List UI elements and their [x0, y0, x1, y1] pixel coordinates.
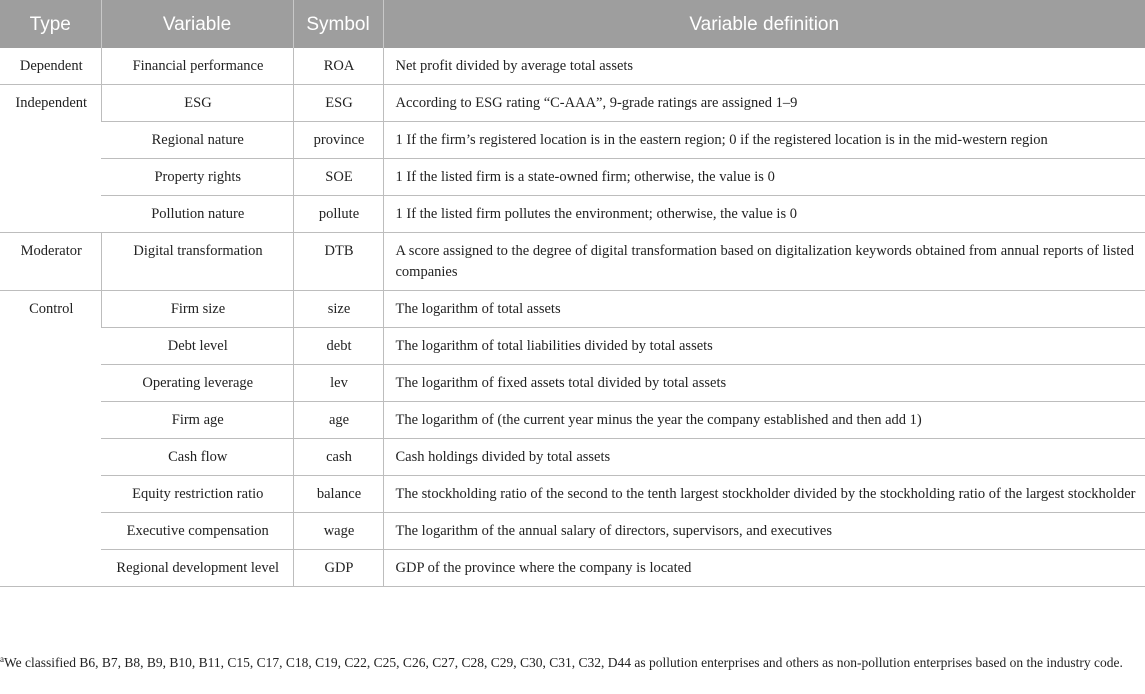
type-cell-dependent: Dependent [0, 48, 101, 85]
type-cell-control: Control [0, 291, 101, 587]
symbol-cell: cash [293, 439, 383, 476]
variable-cell: Pollution nature [101, 196, 293, 233]
variable-cell: Financial performance [101, 48, 293, 85]
table-row [0, 122, 1145, 159]
table-row [0, 328, 1145, 365]
definition-cell: 1 If the listed firm pollutes the environment; otherwise, the value is 0 [383, 196, 1145, 233]
variable-cell: Property rights [101, 159, 293, 196]
symbol-cell: size [293, 291, 383, 328]
table-row [0, 85, 1145, 122]
table-row [0, 365, 1145, 402]
variable-cell: Equity restriction ratio [101, 476, 293, 513]
definition-cell: According to ESG rating “C-AAA”, 9-grade ratings are assigned 1–9 [383, 85, 1145, 122]
symbol-cell: ESG [293, 85, 383, 122]
header-type: Type [0, 0, 101, 48]
table-row [0, 402, 1145, 439]
symbol-cell: province [293, 122, 383, 159]
footnote-text: We classified B6, B7, B8, B9, B10, B11, C15, C17, C18, C19, C22, C25, C26, C27, C28, C29, C30, C31, C32, D44 as pollution enterprises and others as non-pollution enterprises based on the industry code. [4, 655, 1123, 670]
definition-cell: 1 If the listed firm is a state-owned firm; otherwise, the value is 0 [383, 159, 1145, 196]
table-row [0, 196, 1145, 233]
symbol-cell: age [293, 402, 383, 439]
type-cell-moderator: Moderator [0, 233, 101, 291]
definition-cell: GDP of the province where the company is located [383, 550, 1145, 587]
symbol-cell: GDP [293, 550, 383, 587]
variable-cell: Cash flow [101, 439, 293, 476]
table-row [0, 159, 1145, 196]
definition-cell: Net profit divided by average total assets [383, 48, 1145, 85]
variable-cell: Digital transformation [101, 233, 293, 291]
definition-cell: The logarithm of fixed assets total divided by total assets [383, 365, 1145, 402]
header-symbol: Symbol [293, 0, 383, 48]
definition-cell: Cash holdings divided by total assets [383, 439, 1145, 476]
symbol-cell: balance [293, 476, 383, 513]
symbol-cell: debt [293, 328, 383, 365]
header-definition: Variable definition [383, 0, 1145, 48]
table-row [0, 550, 1145, 587]
definition-cell: The stockholding ratio of the second to the tenth largest stockholder divided by the stockholding ratio of the largest stockholder [383, 476, 1145, 513]
footnote-mark: a [0, 654, 4, 664]
definition-cell: The logarithm of (the current year minus the year the company established and then add 1) [383, 402, 1145, 439]
table-row [0, 476, 1145, 513]
variable-cell: Regional nature [101, 122, 293, 159]
symbol-cell: lev [293, 365, 383, 402]
type-cell-independent: Independent [0, 85, 101, 233]
definition-cell: The logarithm of total assets [383, 291, 1145, 328]
variable-cell: Debt level [101, 328, 293, 365]
table-row [0, 48, 1145, 85]
symbol-cell: wage [293, 513, 383, 550]
header-row [0, 0, 1145, 48]
definition-cell: A score assigned to the degree of digital transformation based on digitalization keywords obtained from annual reports of listed companies [383, 233, 1145, 291]
variable-cell: Regional development level [101, 550, 293, 587]
symbol-cell: SOE [293, 159, 383, 196]
variable-cell: ESG [101, 85, 293, 122]
symbol-cell: pollute [293, 196, 383, 233]
table-row [0, 439, 1145, 476]
definition-cell: 1 If the firm’s registered location is in the eastern region; 0 if the registered location is in the mid-western region [383, 122, 1145, 159]
variable-cell: Operating leverage [101, 365, 293, 402]
symbol-cell: ROA [293, 48, 383, 85]
variable-cell: Executive compensation [101, 513, 293, 550]
table-row [0, 233, 1145, 291]
variable-cell: Firm size [101, 291, 293, 328]
symbol-cell: DTB [293, 233, 383, 291]
table-row [0, 513, 1145, 550]
table-footnote [0, 653, 1140, 673]
definition-cell: The logarithm of total liabilities divided by total assets [383, 328, 1145, 365]
variable-cell: Firm age [101, 402, 293, 439]
definition-cell: The logarithm of the annual salary of directors, supervisors, and executives [383, 513, 1145, 550]
table-row [0, 291, 1145, 328]
header-variable: Variable [101, 0, 293, 48]
